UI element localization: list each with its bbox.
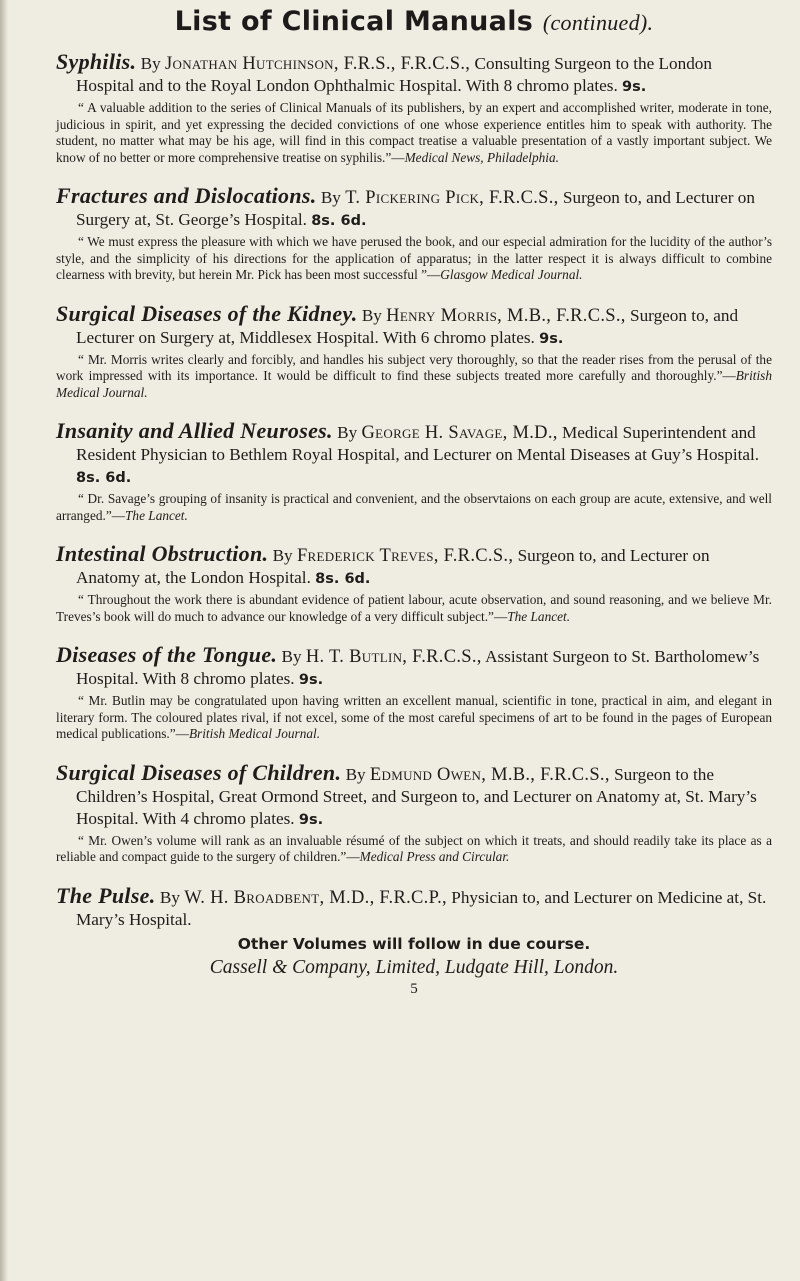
review-source: The Lancet. [125, 507, 188, 523]
entry-price: 8s. 6d. [315, 571, 371, 587]
review-source: The Lancet. [507, 608, 571, 624]
entry-author: Frederick Treves, F.R.C.S., [296, 546, 514, 566]
entry-description: Surgeon to the Children’s Hospital, Great Ormond Street, and Surgeon to, and Lecturer on Anatomy at, St. Mary’s Hospital. With 4 chromo plates. [76, 764, 757, 828]
entry-author: Edmund Owen, M.B., F.R.C.S., [369, 764, 610, 785]
review-text: “ Throughout the work there is abundant evidence of patient labour, acute observation, and sound reasoning, and we believe Mr. Treves’s book will do much to advance our knowledge of a very difficult subject.”— [56, 592, 772, 624]
manual-entry [56, 300, 772, 402]
review-source: Medical Press and Circular. [359, 849, 510, 864]
manual-entry [56, 759, 772, 866]
entry-author: Henry Morris, M.B., F.R.C.S., [386, 305, 626, 326]
entry-heading [56, 300, 772, 350]
manual-entry [56, 185, 772, 284]
review-text: “ Mr. Owen’s volume will rank as an invaluable résumé of the subject on which it treats, and should readily take its place as a reliable and compact guide to the surgery of children.”— [56, 832, 772, 864]
page-title-continued: (continued). [542, 10, 654, 35]
entry-heading [56, 759, 772, 831]
review-text: “ We must express the pleasure with which we have perused the book, and our especial admiration for the lucidity of the author’s style, and the simplicity of his directions for the application of apparatus; in the latter respect it is always difficult to combine clearness with brevity, but herein Mr. Pick has been most successful ”— [56, 234, 772, 282]
entry-review [56, 234, 772, 284]
entry-review [56, 100, 772, 166]
entry-by: By [272, 546, 293, 565]
page-number: 5 [410, 980, 418, 997]
entry-heading [56, 882, 772, 931]
entry-author: H. T. Butlin, F.R.C.S., [305, 647, 482, 667]
entry-review [56, 352, 772, 402]
entry-heading [56, 543, 772, 590]
entry-review [56, 592, 772, 625]
page-binding-edge [0, 0, 8, 1281]
entry-review [56, 833, 772, 866]
entry-description: Consulting Surgeon to the London Hospital and to the Royal London Ophthalmic Hospital. With 8 chromo plates. [76, 54, 712, 95]
entry-title: Intestinal Obstruction. [56, 541, 269, 566]
entry-price: 8s. 6d. [76, 470, 132, 486]
manual-entry [56, 420, 772, 524]
manual-entry [56, 51, 772, 166]
review-text: “ Dr. Savage’s grouping of insanity is practical and convenient, and the observtaions on each group are acute, extensive, and well arranged.”— [56, 491, 772, 523]
publisher-imprint: Cassell & Company, Limited, Ludgate Hill, London. [209, 956, 619, 978]
entry-title: Surgical Diseases of the Kidney. [56, 300, 358, 326]
entry-by: By [337, 423, 358, 442]
entry-heading [56, 185, 772, 232]
entry-price: 9s. [298, 672, 324, 688]
entry-description: Assistant Surgeon to St. Bartholomew’s Hospital. With 8 chromo plates. [76, 647, 760, 688]
other-volumes-note: Other Volumes will follow in due course. [237, 934, 591, 953]
entry-price: 9s. [539, 330, 564, 347]
entry-review [56, 693, 772, 743]
entry-by: By [281, 647, 302, 666]
entry-heading [56, 644, 772, 691]
entry-title: Insanity and Allied Neuroses. [56, 418, 333, 443]
entry-by: By [345, 764, 366, 784]
entry-title: Fractures and Dislocations. [56, 183, 317, 208]
entry-description: Surgeon to, and Lecturer on Surgery at, St. George’s Hospital. [76, 188, 755, 229]
entry-description: Surgeon to, and Lecturer on Anatomy at, the London Hospital. [76, 546, 710, 587]
entry-author: George H. Savage, M.D., [361, 423, 558, 443]
entry-title: Diseases of the Tongue. [56, 642, 278, 667]
entry-review [56, 491, 772, 524]
review-text: “ Mr. Morris writes clearly and forcibly, and handles his subject very thoroughly, so that the reader rises from the perusal of the work impressed with its importance. It would be difficult to find these subjects treated more carefully and thoroughly.”— [56, 351, 772, 383]
entry-description: Medical Superintendent and Resident Physician to Bethlem Royal Hospital, and Lecturer on Mental Diseases at Guy’s Hospital. [76, 423, 760, 464]
entry-by: By [320, 188, 341, 207]
review-source: Glasgow Medical Journal. [440, 267, 583, 282]
review-source: British Medical Journal. [188, 726, 321, 741]
review-source: British Medical Journal. [56, 368, 772, 400]
entry-description: Surgeon to, and Lecturer on Surgery at, Middlesex Hospital. With 6 chromo plates. [76, 305, 739, 347]
manual-entry [56, 644, 772, 743]
entry-description: Physician to, and Lecturer on Medicine at, St. Mary’s Hospital. [76, 887, 767, 929]
review-text: “ Mr. Butlin may be congratulated upon having written an excellent manual, scientific in tone, practical in aim, and elegant in literary form. The coloured plates rival, if not excel, some of the most careful specimens of art to be found in the pages of European medical publications.”— [56, 693, 772, 741]
entry-author: Jonathan Hutchinson, F.R.S., F.R.C.S., [165, 54, 471, 74]
entry-by: By [159, 887, 180, 907]
entry-heading [56, 420, 772, 489]
entry-price: 8s. 6d. [311, 213, 367, 229]
entry-price: 9s. [298, 811, 324, 828]
entry-title: Syphilis. [56, 49, 137, 74]
entry-author: W. H. Broadbent, M.D., F.R.C.P., [184, 887, 447, 908]
entry-author: T. Pickering Pick, F.R.C.S., [345, 188, 559, 208]
entry-title: The Pulse. [56, 882, 156, 908]
entry-by: By [361, 305, 382, 325]
entry-price: 9s. [622, 79, 647, 95]
manual-entry [56, 882, 772, 931]
manual-list [56, 51, 772, 866]
page-title-text: List of Clinical Manuals [174, 6, 534, 37]
review-text: “ A valuable addition to the series of Clinical Manuals of its publishers, by an expert and accomplished writer, moderate in tone, judicious in spirit, and yet expressing the decided convictions of one whose experience entitles him to speak with authority. The student, no matter what may be his age, will find in this compact treatise a valuable presentation of a vastly important subject. We know of no better or more comprehensive treatise on syphilis.”— [56, 100, 772, 165]
page-title [56, 6, 772, 37]
entry-heading [56, 51, 772, 98]
document-page [56, 6, 772, 998]
review-source: Medical News, Philadelphia. [404, 149, 559, 165]
manual-entry [56, 543, 772, 625]
entry-title: Surgical Diseases of Children. [56, 759, 342, 785]
entry-by: By [140, 54, 161, 73]
